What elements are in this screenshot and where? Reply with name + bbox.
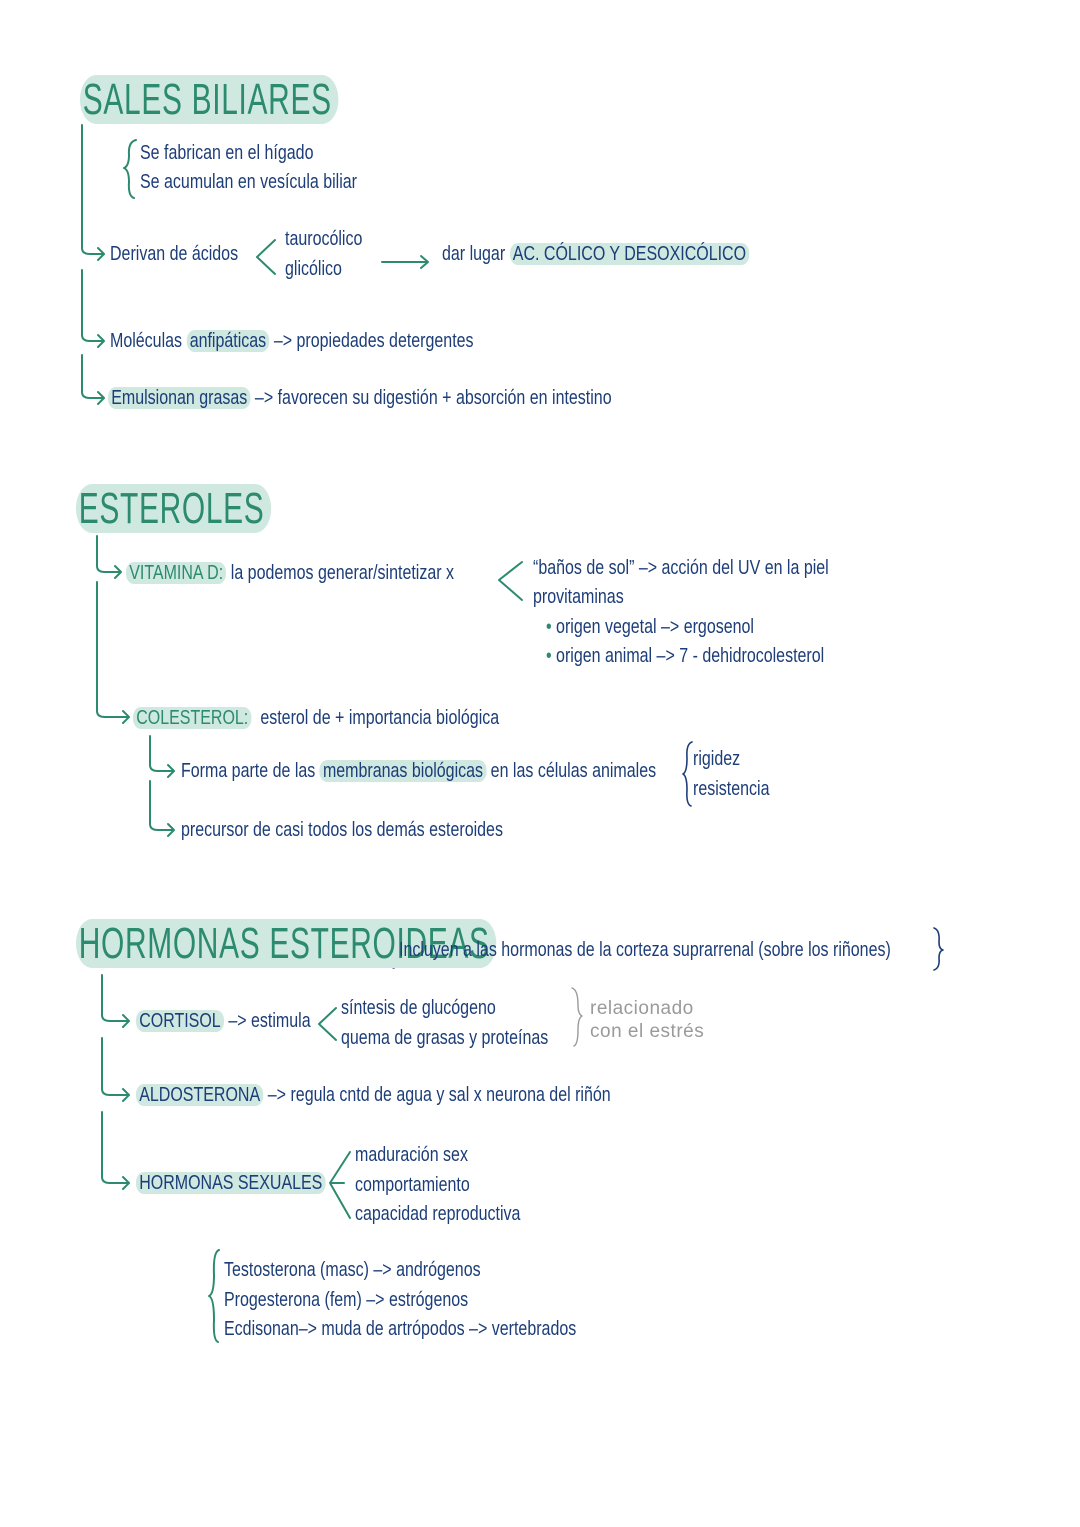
property-item: rigidez [693, 748, 741, 770]
section-title-sales-biliares: SALES BILIARES [80, 76, 339, 124]
vitamina-d-option: “baños de sol” –> acción del UV en la piel [533, 557, 829, 579]
hormone-list-item: Testosterona (masc) –> andrógenos [224, 1259, 481, 1281]
cortisol-effect: quema de grasas y proteínas [341, 1027, 549, 1049]
section-title-esteroles: ESTEROLES [76, 485, 271, 533]
highlight: membranas biológicas [320, 760, 486, 782]
highlight: ALDOSTERONA [136, 1084, 263, 1106]
property-item: resistencia [693, 778, 770, 800]
acid-item: glicólico [285, 258, 342, 280]
forma-line: Forma parte de las membranas biológicas en las células animales [181, 760, 657, 782]
highlight: AC. CÓLICO Y DESOXICÓLICO [510, 243, 750, 265]
highlight: CORTISOL [136, 1010, 224, 1032]
sexuales-effect: capacidad reproductiva [355, 1203, 521, 1225]
cortisol-aside: con el estrés [590, 1021, 705, 1042]
sexuales-effect: maduración sex [355, 1144, 468, 1166]
highlight: Emulsionan grasas [108, 387, 250, 409]
vitamina-d-line: VITAMINA D: la podemos generar/sintetizar x [126, 561, 454, 585]
highlight: VITAMINA D: [126, 562, 226, 584]
vitamina-d-option: provitaminas [533, 586, 624, 608]
cortisol-line: CORTISOL –> estimula [136, 1009, 311, 1033]
cortisol-aside: relacionado [590, 998, 694, 1019]
aldosterona-line: ALDOSTERONA –> regula cntd de agua y sal x neurona del riñón [136, 1083, 611, 1107]
bullet-item: • origen vegetal –> ergosenol [546, 616, 754, 638]
derivan-result: dar lugar AC. CÓLICO Y DESOXICÓLICO [442, 242, 749, 266]
sexuales-effect: comportamiento [355, 1174, 470, 1196]
fact-item: Se acumulan en vesícula biliar [140, 171, 358, 193]
highlight: COLESTEROL: [133, 707, 251, 729]
derivan-label: Derivan de ácidos [110, 243, 239, 265]
precursor-line: precursor de casi todos los demás esteroides [181, 819, 503, 841]
hormonas-note: Incluyen a las hormonas de la corteza suprarrenal (sobre los riñones) [399, 939, 891, 961]
acid-item: taurocólico [285, 228, 363, 250]
sexuales-label [136, 1171, 326, 1195]
cortisol-effect: síntesis de glucógeno [341, 997, 496, 1019]
colesterol-line: COLESTEROL: esterol de + importancia biológica [133, 706, 499, 730]
emulsionan-line: Emulsionan grasas –> favorecen su digestión + absorción en intestino [108, 386, 612, 410]
hormone-list-item: Ecdisonan–> muda de artrópodos –> vertebrados [224, 1318, 577, 1340]
moleculas-line: Moléculas anfipáticas –> propiedades detergentes [110, 330, 474, 352]
fact-item: Se fabrican en el hígado [140, 142, 314, 164]
section-title-hormonas: HORMONAS ESTEROIDEAS [76, 920, 496, 968]
highlight: HORMONAS SEXUALES [136, 1172, 326, 1194]
hormone-list-item: Progesterona (fem) –> estrógenos [224, 1289, 469, 1311]
highlight: anfipáticas [186, 330, 269, 352]
bullet-item: • origen animal –> 7 - dehidrocolesterol [546, 645, 825, 667]
